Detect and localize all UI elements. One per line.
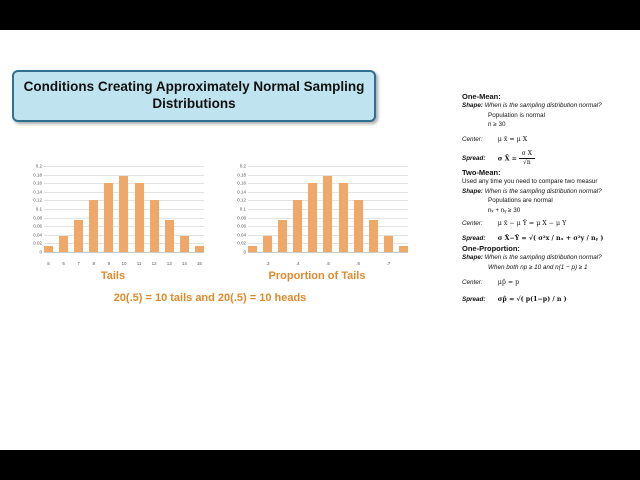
- equation-line: 20(.5) = 10 tails and 20(.5) = 10 heads: [113, 292, 307, 304]
- chart-proportion-of-tails: [222, 160, 412, 268]
- notes-spread-one-mean: [462, 150, 640, 167]
- x-tick-label: .6: [356, 261, 361, 266]
- bar-series: [248, 166, 408, 252]
- x-tick-label: 10: [121, 261, 127, 266]
- x-tick-label: 7: [77, 261, 80, 266]
- slide-title-box: [12, 70, 376, 122]
- notes-shape-one-proportion: [462, 254, 640, 263]
- bar: [150, 200, 159, 252]
- x-tick-label: 5: [47, 261, 50, 266]
- center-label: Center:: [462, 279, 483, 287]
- y-tick-label: 0.1: [239, 206, 246, 212]
- shape-label: Shape:: [462, 102, 483, 109]
- y-tick-label: 0.1: [35, 206, 42, 212]
- x-tick-label: 8: [92, 261, 96, 266]
- y-tick-label: 0.02: [33, 240, 42, 246]
- bar: [384, 236, 393, 252]
- notes-subnote-two-mean: [462, 178, 640, 187]
- x-tick-label: .4: [295, 261, 300, 266]
- y-tick-label: 0.16: [237, 180, 246, 186]
- shape-text: When is the sampling distribution normal?: [484, 187, 602, 195]
- spread-label: Spread:: [462, 295, 486, 303]
- x-tick-label: .3: [265, 261, 270, 266]
- y-tick-label: 0.08: [237, 215, 246, 221]
- y-tick-label: 0.18: [237, 172, 246, 178]
- bar: [278, 220, 287, 252]
- notes-condition: nₓ + nᵧ ≥ 30: [488, 206, 521, 214]
- bar: [369, 220, 378, 252]
- bar: [263, 236, 272, 252]
- chart-plot-area: [44, 166, 204, 252]
- fraction-denominator: √n: [523, 159, 531, 167]
- y-tick-label: 0.04: [237, 232, 246, 238]
- notes-condition: Populations are normal: [488, 197, 553, 205]
- x-tick-labels: [44, 261, 204, 266]
- notes-condition: When both np ≥ 10 and n(1 − p) ≥ 1: [488, 263, 588, 271]
- center-label: Center:: [462, 135, 483, 143]
- x-tick-label: 6: [62, 261, 65, 266]
- x-tick-label: 15: [196, 261, 202, 266]
- notes-heading-one-mean: One-Mean:: [462, 92, 501, 101]
- subnote-text: Used any time you need to compare two measur: [462, 178, 598, 186]
- y-tick-label: 0.02: [237, 240, 246, 246]
- x-axis-line: [248, 252, 408, 253]
- bar: [89, 200, 98, 252]
- notes-center-two-mean: [462, 220, 640, 229]
- bar: [165, 220, 174, 252]
- bar: [354, 200, 363, 252]
- fraction-numerator: σ X: [519, 150, 535, 159]
- shape-label: Shape:: [462, 187, 483, 195]
- spread-formula: σ X̄−Ȳ = √( σ²x / nₓ + σ²y / nᵧ ): [497, 234, 604, 242]
- notes-center-one-proportion: [462, 279, 640, 288]
- y-tick-label: 0: [243, 249, 246, 255]
- y-tick-label: 0.06: [33, 223, 42, 229]
- bar: [180, 236, 189, 252]
- bar: [339, 183, 348, 252]
- x-tick-label: 11: [136, 261, 142, 266]
- bar: [293, 200, 302, 252]
- x-tick-label: .5: [326, 261, 330, 266]
- center-formula: μ x̄ = μ X: [497, 135, 528, 143]
- shape-label: Shape:: [462, 254, 483, 262]
- x-tick-label: 9: [107, 261, 111, 266]
- formula-notes-panel: [462, 92, 640, 452]
- bar: [135, 183, 144, 252]
- y-tick-label: 0.18: [33, 172, 42, 178]
- page-title: Conditions Creating Approximately Normal Sampling Distributions: [23, 79, 365, 111]
- y-tick-label: 0.2: [239, 163, 246, 169]
- y-tick-label: 0.2: [35, 163, 42, 169]
- notes-spread-one-proportion: [462, 296, 640, 305]
- spread-label: Spread:: [462, 155, 486, 163]
- shape-text: When is the sampling distribution normal?: [484, 254, 602, 262]
- chart-tails: [18, 160, 208, 268]
- x-tick-label: 12: [151, 261, 157, 266]
- x-tick-label: [399, 261, 408, 266]
- notes-condition: n ≥ 30: [488, 121, 506, 128]
- bar: [119, 176, 128, 252]
- notes-center-one-mean: [462, 136, 640, 145]
- y-tick-label: 0.12: [237, 197, 246, 203]
- bar: [59, 236, 68, 252]
- x-axis-line: [44, 252, 204, 253]
- spread-fraction: [519, 150, 535, 167]
- x-tick-label: 13: [166, 261, 172, 266]
- notes-shape-one-mean: [462, 102, 640, 111]
- chart-caption-tails: Tails: [100, 270, 126, 282]
- y-tick-label: 0.08: [33, 215, 42, 221]
- y-tick-label: 0.14: [237, 189, 246, 195]
- x-tick-label: 14: [181, 261, 187, 266]
- y-tick-label: 0.12: [33, 197, 42, 203]
- x-tick-label: .7: [386, 261, 391, 266]
- center-formula: μp̂ = p: [497, 279, 520, 287]
- y-tick-label: 0.16: [33, 180, 42, 186]
- y-tick-label: 0.14: [33, 189, 42, 195]
- center-formula: μ x̄ − μ Ȳ = μ X − μ Y: [497, 220, 567, 228]
- x-tick-label: [278, 261, 287, 266]
- bar: [74, 220, 83, 252]
- notes-heading-one-proportion: One-Proportion:: [462, 244, 520, 254]
- notes-spread-two-mean: [462, 235, 640, 244]
- chart-caption-proportion: Proportion of Tails: [268, 270, 366, 282]
- bar: [323, 176, 332, 252]
- y-tick-label: 0.04: [33, 232, 42, 238]
- spread-formula: σp̂ = √( p(1−p) / n ): [497, 295, 567, 303]
- x-tick-label: [308, 261, 317, 266]
- notes-heading-two-mean: Two-Mean:: [462, 168, 501, 178]
- bar: [308, 183, 317, 252]
- shape-text: When is the sampling distribution normal?: [484, 102, 602, 109]
- y-tick-label: 0: [39, 249, 42, 255]
- x-tick-labels: [248, 261, 408, 266]
- center-label: Center:: [462, 220, 483, 228]
- bar-series: [44, 166, 204, 252]
- y-tick-label: 0.06: [237, 223, 246, 229]
- x-tick-label: [248, 261, 257, 266]
- spread-label: Spread:: [462, 234, 486, 242]
- bar: [104, 183, 113, 252]
- chart-plot-area: [248, 166, 408, 252]
- spread-symbol: σ X̄ =: [497, 155, 517, 163]
- slide-canvas: [0, 30, 640, 450]
- notes-condition: Population is normal: [488, 111, 546, 119]
- x-tick-label: [369, 261, 378, 266]
- notes-shape-two-mean: [462, 188, 640, 197]
- x-tick-label: [339, 261, 348, 266]
